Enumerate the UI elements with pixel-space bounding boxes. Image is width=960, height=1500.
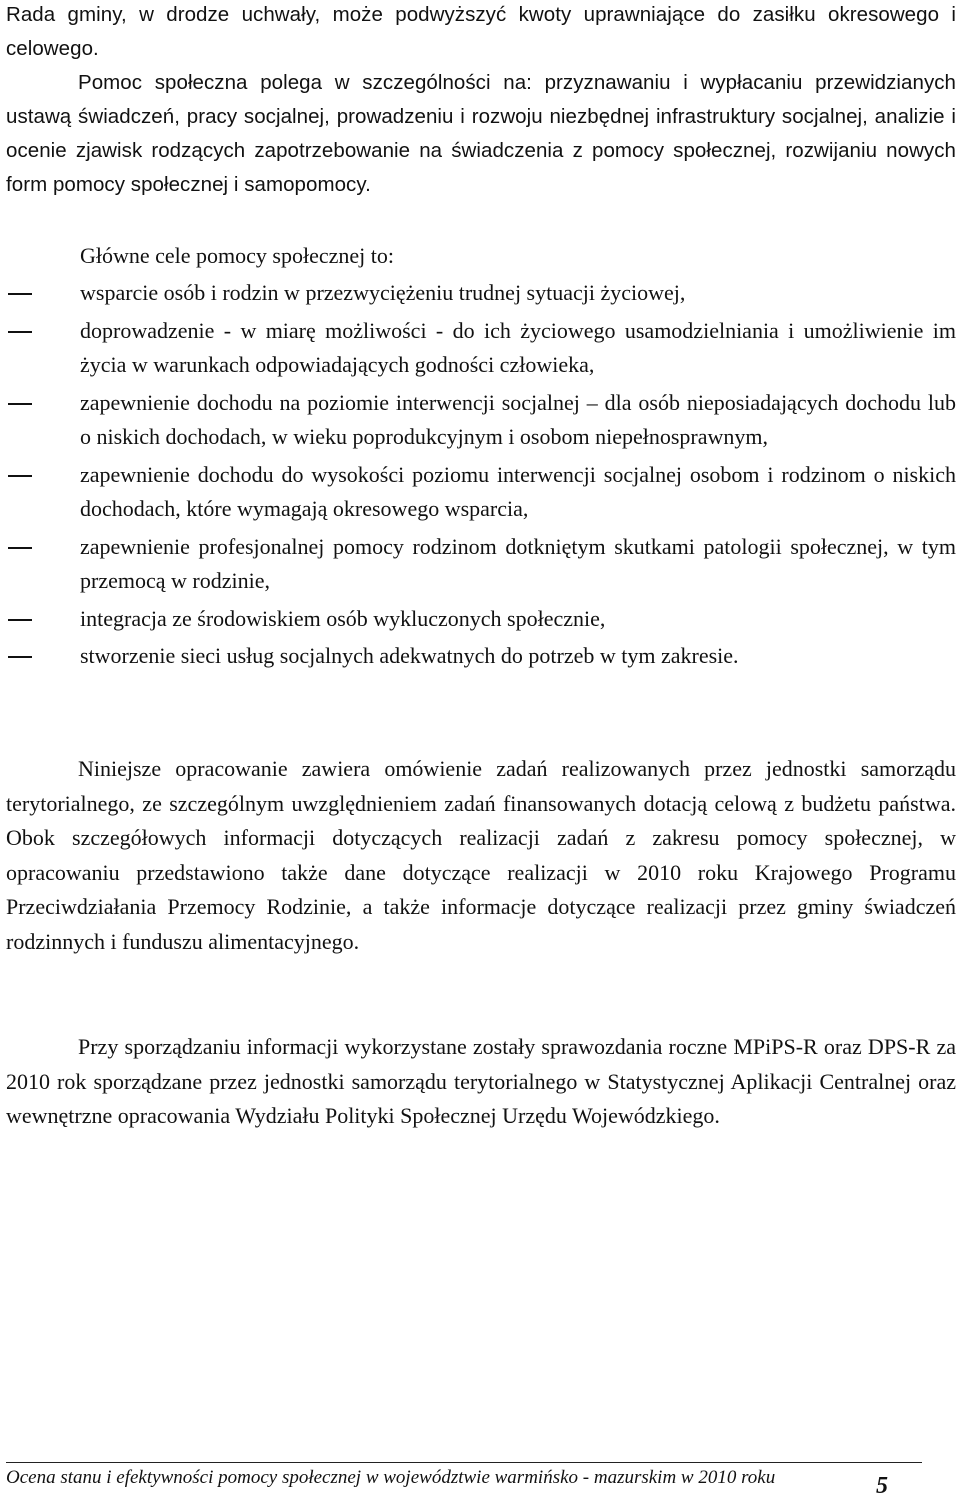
goals-list bbox=[0, 276, 956, 677]
dash-bullet-icon bbox=[8, 619, 32, 621]
goal-text: stworzenie sieci usług socjalnych adekwatnych do potrzeb w tym zakresie. bbox=[80, 643, 739, 668]
paragraph-report-sources: Przy sporządzaniu informacji wykorzystane zostały sprawozdania roczne MPiPS-R oraz DPS-R za 2010 rok sporządzane przez jednostki samorządu terytorialnego w Statystycznej Aplikacji Centralnej oraz wewnętrzne opracowania Wydziału Polityki Społecznej Urzędu Wojewódzkiego. bbox=[6, 1034, 956, 1128]
dash-bullet-icon bbox=[8, 475, 32, 477]
goals-intro-heading: Główne cele pomocy społecznej to: bbox=[80, 243, 395, 268]
goal-text: zapewnienie dochodu do wysokości poziomu interwencji socjalnej osobom i rodzinom o niskich dochodach, które wymagają okresowego wsparcia, bbox=[80, 461, 956, 521]
page-number: 5 bbox=[876, 1473, 888, 1499]
dash-bullet-icon bbox=[8, 331, 32, 333]
footer-title: Ocena stanu i efektywności pomocy społecznej w województwie warmińsko - mazurskim w 2010 roku bbox=[6, 1467, 776, 1488]
goal-list-item bbox=[0, 386, 956, 455]
footer-divider bbox=[6, 1462, 922, 1463]
paragraph-social-assistance-definition: Pomoc społeczna polega w szczególności na: przyznawaniu i wypłacaniu przewidzianych ustawą świadczeń, pracy socjalnej, prowadzeniu i rozwoju niezbędnej infrastruktury socjalnej, analizie i ocenie zjawisk rodzących zapotrzebowanie na świadczenia z pomocy społecznej, rozwijaniu nowych form pomocy społecznej i samopomocy. bbox=[6, 71, 956, 196]
goal-text: wsparcie osób i rodzin w przezwyciężeniu trudnej sytuacji życiowej, bbox=[80, 280, 686, 305]
goal-list-item bbox=[0, 639, 956, 674]
dash-bullet-icon bbox=[8, 293, 32, 295]
goal-list-item bbox=[0, 602, 956, 637]
paragraph-allowance-thresholds: Rada gminy, w drodze uchwały, może podwyższyć kwoty uprawniające do zasiłku okresowego i celowego. bbox=[6, 3, 956, 60]
dash-bullet-icon bbox=[8, 656, 32, 658]
goal-text: zapewnienie dochodu na poziomie interwencji socjalnej – dla osób nieposiadających dochodu lub o niskich dochodach, w wieku poprodukcyjnym i osobom niepełnosprawnym, bbox=[80, 389, 956, 449]
goal-list-item bbox=[0, 458, 956, 527]
goal-text: doprowadzenie - w miarę możliwości - do ich życiowego usamodzielniania i umożliwienie im życia w warunkach odpowiadających godności człowieka, bbox=[80, 317, 956, 377]
paragraph-report-scope: Niniejsze opracowanie zawiera omówienie zadań realizowanych przez jednostki samorządu terytorialnego, ze szczególnym uwzględnieniem zadań finansowanych dotacją celową z budżetu państwa. Obok szczegółowych informacji dotyczących realizacji zadań z zakresu pomocy społecznej, w opracowaniu przedstawiono także dane dotyczące realizacji w 2010 roku Krajowego Programu Przeciwdziałania Przemocy Rodzinie, a także informacje dotyczące realizacji przez gminy świadczeń rodzinnych i funduszu alimentacyjnego. bbox=[6, 756, 956, 954]
goal-text: integracja ze środowiskiem osób wykluczonych społecznie, bbox=[80, 605, 606, 631]
dash-bullet-icon bbox=[8, 403, 32, 405]
goal-list-item bbox=[0, 530, 956, 599]
dash-bullet-icon bbox=[8, 547, 32, 549]
goal-list-item bbox=[0, 314, 956, 383]
goal-list-item bbox=[0, 276, 956, 311]
goal-text: zapewnienie profesjonalnej pomocy rodzinom dotkniętym skutkami patologii społecznej, w tym przemocą w rodzinie, bbox=[80, 533, 956, 593]
